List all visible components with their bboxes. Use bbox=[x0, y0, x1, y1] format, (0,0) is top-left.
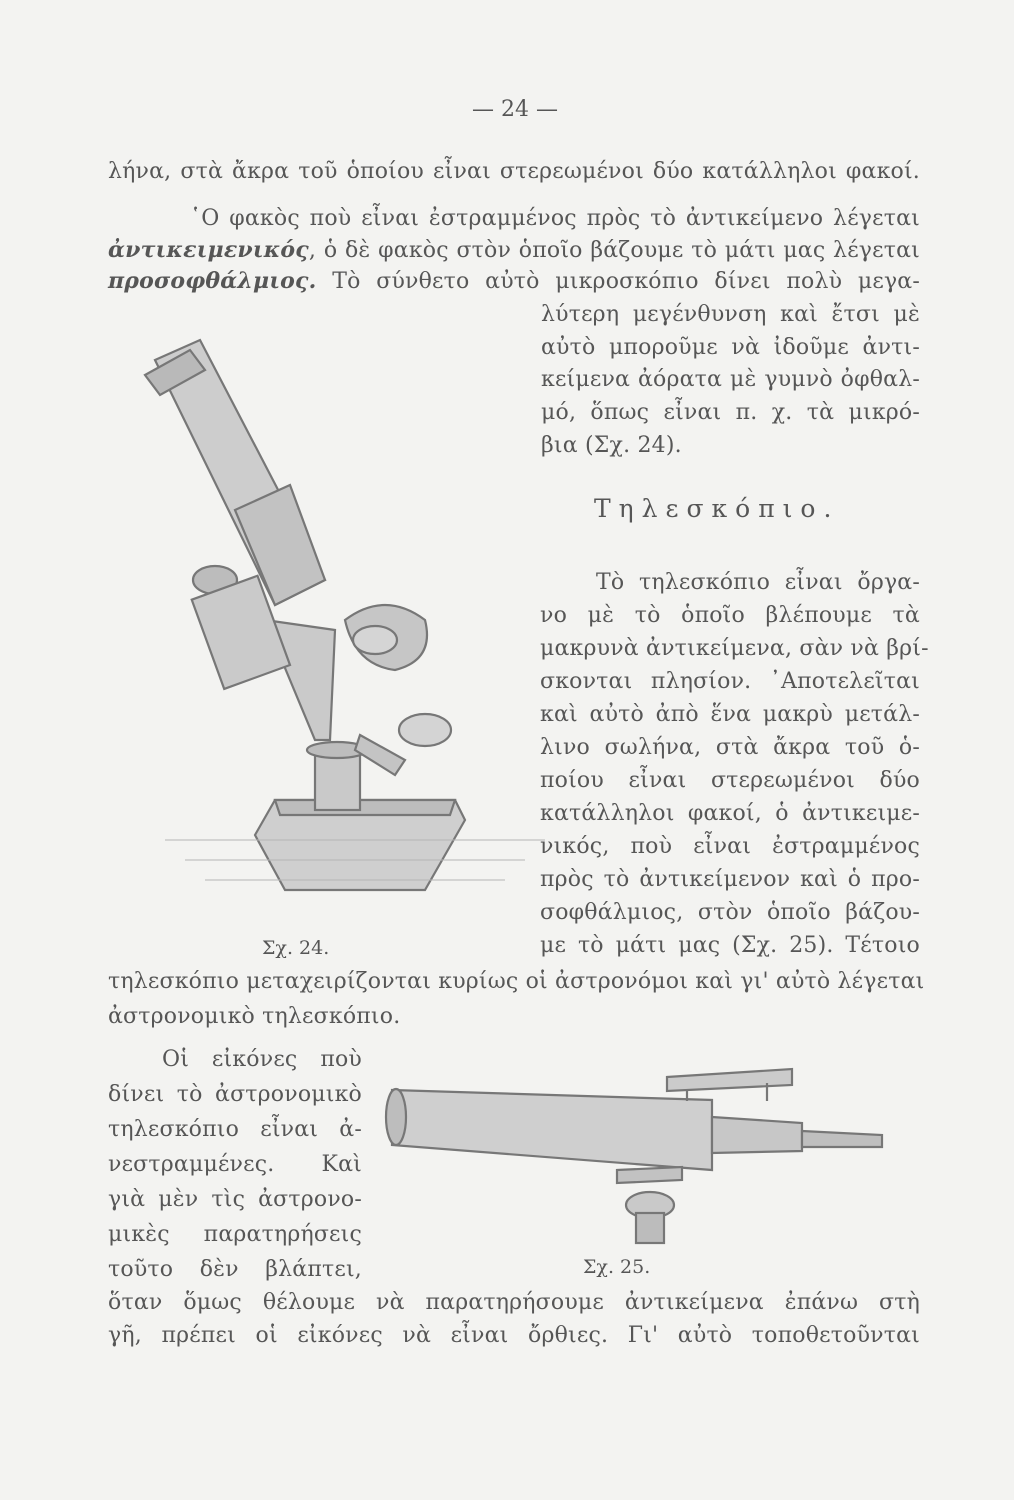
text-line: νικός, ποὺ εἶναι ἐστραμμένος bbox=[540, 834, 920, 859]
text-line: ποίου εἶναι στερεωμένοι δύο bbox=[540, 768, 920, 793]
text-line: σοφθάλμιος, στὸν ὁποῖο βάζου- bbox=[540, 900, 920, 925]
section-heading: Τηλεσκόπιο. bbox=[594, 494, 840, 523]
text-line: κείμενα ἀόρατα μὲ γυμνὸ ὀφθαλ- bbox=[541, 367, 920, 392]
text-line: γιὰ μὲν τὶς ἀστρονο- bbox=[108, 1187, 362, 1212]
figure-caption: Σχ. 25. bbox=[583, 1256, 651, 1278]
text-line: σκονται πλησίον. ᾿Αποτελεῖται bbox=[540, 669, 920, 694]
text-line: νεστραμμένες. Καὶ bbox=[108, 1152, 362, 1177]
text-line: τηλεσκόπιο εἶναι ἀ- bbox=[108, 1117, 362, 1142]
text-line: αὐτὸ μποροῦμε νὰ ἰδοῦμε ἀντι- bbox=[541, 335, 920, 360]
text-line: νο μὲ τὸ ὁποῖο βλέπουμε τὰ bbox=[540, 603, 920, 628]
text-line: βια (Σχ. 24). bbox=[541, 433, 682, 458]
text-line: μακρυνὰ ἀντικείμενα, σὰν νὰ βρί- bbox=[540, 636, 929, 661]
figure-caption: Σχ. 24. bbox=[262, 937, 330, 959]
text-line: κατάλληλοι φακοί, ὁ ἀντικειμε- bbox=[540, 801, 920, 826]
text-line: ἀστρονομικὸ τηλεσκόπιο. bbox=[108, 1004, 401, 1029]
telescope-illustration bbox=[382, 1055, 902, 1245]
text-line: με τὸ μάτι μας (Σχ. 25). Τέτοιο bbox=[540, 933, 920, 958]
text-line: τηλεσκόπιο μεταχειρίζονται κυρίως οἱ ἀστρονόμοι καὶ γι' αὐτὸ λέγεται bbox=[108, 969, 925, 994]
text-line: προσοφθάλμιος. Τὸ σύνθετο αὐτὸ μικροσκόπιο δίνει πολὺ μεγα- bbox=[108, 268, 920, 294]
text-line: ἀντικειμενικός, ὁ δὲ φακὸς στὸν ὁποῖο βάζουμε τὸ μάτι μας λέγεται bbox=[108, 237, 920, 263]
text-line: μικὲς παρατηρήσεις bbox=[108, 1222, 362, 1247]
text-line: Τὸ τηλεσκόπιο εἶναι ὄργα- bbox=[596, 570, 920, 595]
text-line: γῆ, πρέπει οἱ εἰκόνες νὰ εἶναι ὄρθιες. Γι' αὐτὸ τοποθετοῦνται bbox=[108, 1323, 920, 1348]
text-line: λινο σωλήνα, στὰ ἄκρα τοῦ ὁ- bbox=[540, 735, 920, 760]
text-line: καὶ αὐτὸ ἀπὸ ἕνα μακρὺ μετάλ- bbox=[540, 702, 920, 727]
page-folio: — 24 — bbox=[472, 97, 558, 122]
microscope-illustration bbox=[125, 320, 545, 910]
text-line: ὅταν ὅμως θέλουμε νὰ παρατηρήσουμε ἀντικείμενα ἐπάνω στὴ bbox=[108, 1290, 920, 1315]
text-line: λήνα, στὰ ἄκρα τοῦ ὁποίου εἶναι στερεωμένοι δύο κατάλληλοι φακοί. bbox=[108, 159, 920, 184]
text-line: Οἱ εἰκόνες ποὺ bbox=[162, 1047, 362, 1072]
text-line: λύτερη μεγένθυνση καὶ ἔτσι μὲ bbox=[541, 302, 920, 327]
term-eyepiece: προσοφθάλμιος. bbox=[108, 268, 317, 294]
term-objective-lens: ἀντικειμενικός bbox=[108, 237, 309, 263]
text-line: τοῦτο δὲν βλάπτει, bbox=[108, 1257, 362, 1282]
text-line: πρὸς τὸ ἀντικείμενον καὶ ὁ προ- bbox=[540, 867, 920, 892]
text-line: ῾Ο φακὸς ποὺ εἶναι ἐστραμμένος πρὸς τὸ ἀντικείμενο λέγεται bbox=[190, 206, 920, 231]
text-line: δίνει τὸ ἀστρονομικὸ bbox=[108, 1082, 362, 1107]
text-line: μό, ὅπως εἶναι π. χ. τὰ μικρό- bbox=[541, 400, 920, 425]
